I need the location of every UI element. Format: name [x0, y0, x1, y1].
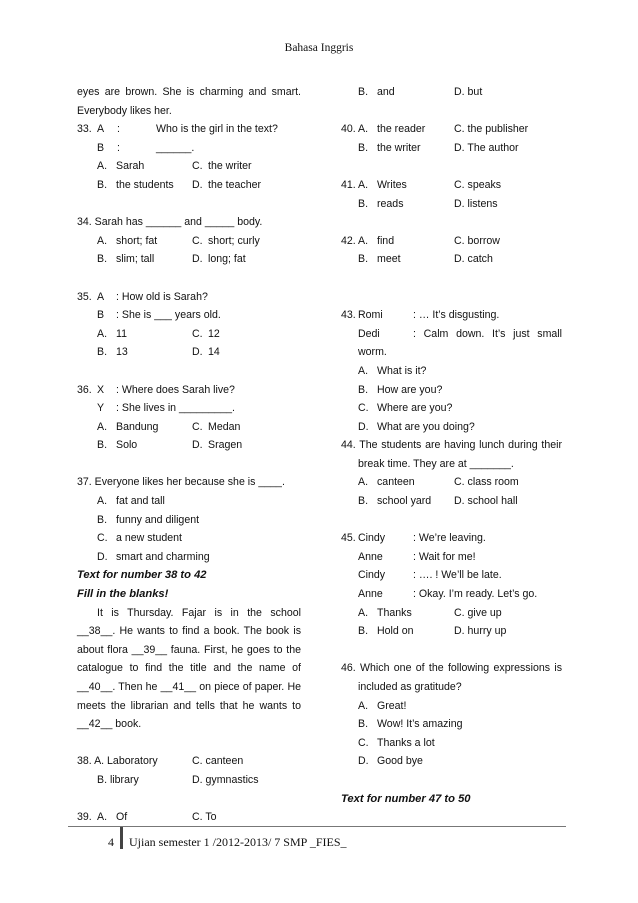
passage-line: __38__. He wants to find a book. The book is: [77, 625, 301, 638]
option-letter: B.: [97, 346, 108, 359]
option-letter: A.: [358, 606, 369, 619]
instruction-heading: Fill in the blanks!: [77, 588, 169, 601]
dialog-text: : We’re leaving.: [413, 532, 486, 545]
option-letter: B.: [358, 625, 369, 638]
option-text: the writer: [208, 160, 252, 173]
dialog-text: : …. ! We’ll be late.: [413, 569, 502, 582]
page-number: 4: [108, 835, 114, 849]
question-36: [77, 381, 301, 400]
question-number: 45.: [341, 532, 356, 545]
option-row: [77, 548, 301, 567]
option-row: [341, 195, 562, 214]
question-number: 43.: [341, 309, 356, 322]
option-letter: C.: [192, 327, 203, 340]
option-row: [341, 399, 562, 418]
option-text: B. library: [97, 773, 139, 786]
question-number: 40.: [341, 123, 356, 136]
option-row: [341, 492, 562, 511]
option-text: canteen: [377, 476, 415, 489]
option-row: [77, 250, 301, 269]
option-row: [341, 83, 562, 102]
option-text: a new student: [116, 532, 182, 545]
option-letter: A.: [97, 495, 108, 508]
option-letter: A.: [358, 178, 369, 191]
option-text: Wow! It’s amazing: [377, 718, 463, 731]
text-line: eyes are brown. She is charming and smart.: [77, 86, 301, 98]
option-letter: B.: [97, 178, 108, 191]
question-44: 44. The students are having lunch during their: [341, 439, 562, 452]
option-text: the reader: [377, 123, 426, 136]
option-letter: B.: [358, 253, 369, 266]
speaker-label: A: [97, 123, 105, 136]
option-text: D. listens: [454, 197, 498, 210]
option-letter: A.: [97, 327, 108, 340]
speaker-label: Dedi: [358, 327, 380, 340]
option-text: What are you doing?: [377, 420, 475, 433]
option-row: [77, 418, 301, 437]
option-letter: B.: [97, 439, 108, 452]
option-letter: C.: [97, 532, 108, 545]
option-row: [341, 473, 562, 492]
option-text: 14: [208, 346, 220, 359]
option-letter: D.: [192, 253, 203, 266]
question-34: 34. Sarah has ______ and _____ body.: [77, 216, 263, 229]
option-text: Where are you?: [377, 402, 453, 415]
question-stem: break time. They are at _______.: [358, 457, 514, 470]
option-letter: A.: [97, 160, 108, 173]
option-text: Hold on: [377, 625, 414, 638]
option-letter: C.: [192, 420, 203, 433]
question-38: [77, 752, 301, 771]
option-row: [77, 529, 301, 548]
option-letter: C.: [358, 736, 369, 749]
option-text: long; fat: [208, 253, 246, 266]
option-letter: B.: [97, 513, 108, 526]
option-text: Sragen: [208, 439, 243, 452]
dialog-line: [77, 139, 301, 158]
option-letter: B.: [358, 86, 369, 98]
option-letter: A.: [97, 420, 108, 433]
option-text: Great!: [377, 699, 407, 712]
speaker-label: Cindy: [358, 569, 386, 582]
option-text: the writer: [377, 141, 421, 154]
dialog-text: : Okay. I’m ready. Let’s go.: [413, 588, 538, 601]
dialog-text: worm.: [358, 346, 387, 359]
question-41: [341, 176, 562, 195]
dialog-line: [341, 343, 562, 362]
question-number: 33.: [77, 123, 92, 136]
question-33: [77, 120, 301, 139]
option-text: fat and tall: [116, 495, 165, 508]
option-text: Of: [116, 811, 128, 824]
option-text: D. The author: [454, 141, 519, 154]
option-text: D. but: [454, 86, 483, 98]
option-row: [341, 362, 562, 381]
option-text: meet: [377, 253, 401, 266]
question-stem: included as gratitude?: [358, 681, 462, 693]
option-letter: D.: [358, 755, 369, 768]
speaker-label: Romi: [358, 309, 383, 322]
option-letter: A.: [358, 699, 369, 712]
passage-line: __42__ book.: [77, 718, 142, 731]
dialog-text: : She lives in _________.: [116, 402, 235, 415]
option-text: C. canteen: [192, 755, 244, 768]
option-text: C. the publisher: [454, 123, 529, 136]
footer-divider: [120, 827, 123, 849]
option-letter: B.: [358, 495, 369, 508]
option-text: D. school hall: [454, 495, 518, 508]
option-text: find: [377, 234, 395, 247]
option-letter: A.: [97, 811, 108, 824]
question-number: 36.: [77, 383, 92, 396]
option-text: Sarah: [116, 160, 145, 173]
question-39: [77, 808, 301, 827]
right-column: [341, 83, 562, 808]
question-number: 39.: [77, 811, 92, 824]
option-text: Thanks a lot: [377, 736, 435, 749]
question-46: 46. Which one of the following expressions is: [341, 662, 562, 675]
option-text: How are you?: [377, 383, 443, 396]
option-letter: D.: [358, 420, 369, 433]
question-number: 41.: [341, 178, 356, 191]
speaker-label: X: [97, 383, 105, 396]
dialog-line: [341, 548, 562, 567]
text-line: Everybody likes her.: [77, 104, 172, 117]
option-letter: C.: [358, 402, 369, 415]
speaker-label: B: [97, 309, 105, 322]
dialog-text: ______.: [156, 141, 195, 154]
option-text: reads: [377, 197, 404, 210]
dialog-text: : Where does Sarah live?: [116, 383, 235, 396]
option-letter: B.: [358, 383, 369, 396]
speaker-label: A: [97, 290, 105, 303]
dialog-text: : Calm down. It’s just small: [413, 327, 562, 340]
option-text: Writes: [377, 178, 407, 191]
option-text: Bandung: [116, 420, 159, 433]
option-text: 11: [116, 327, 127, 340]
speaker-colon: :: [117, 141, 120, 154]
option-text: slim; tall: [116, 253, 155, 266]
option-text: 12: [208, 327, 220, 340]
footer-rule: [68, 826, 566, 827]
dialog-text: : Wait for me!: [413, 550, 476, 563]
option-text: short; curly: [208, 234, 260, 247]
dialog-line: [341, 325, 562, 344]
speaker-label: Cindy: [358, 532, 386, 545]
option-letter: C.: [192, 160, 203, 173]
option-row: [341, 139, 562, 158]
option-row: [341, 697, 562, 716]
option-letter: B.: [97, 253, 108, 266]
dialog-line: [77, 399, 301, 418]
dialog-line: [77, 306, 301, 325]
option-text: D. catch: [454, 253, 493, 266]
option-text: C. speaks: [454, 178, 502, 191]
option-text: and: [377, 86, 395, 98]
option-text: short; fat: [116, 234, 158, 247]
passage-line: It is Thursday. Fajar is in the school: [97, 606, 301, 619]
option-text: smart and charming: [116, 550, 210, 563]
option-letter: A.: [358, 123, 369, 136]
option-text: funny and diligent: [116, 513, 200, 526]
question-43: [341, 306, 562, 325]
option-row: [341, 418, 562, 437]
option-text: C. borrow: [454, 234, 500, 247]
option-row: [77, 325, 301, 344]
option-text: What is it?: [377, 364, 427, 377]
passage-line: about flora __39__ fauna. First, he goes to the: [77, 643, 301, 656]
dialog-text: : … It’s disgusting.: [413, 309, 500, 322]
option-row: [77, 492, 301, 511]
dialog-text: : She is ___ years old.: [116, 309, 221, 322]
passage-line: __40__. Then he __41__ on piece of paper. He: [77, 681, 301, 693]
section-heading: Text for number 47 to 50: [341, 792, 471, 805]
option-row: [341, 622, 562, 641]
option-row: [341, 734, 562, 753]
speaker-label: Anne: [358, 550, 383, 563]
option-letter: B.: [358, 718, 369, 731]
option-text: Medan: [208, 420, 241, 433]
page-header: Bahasa Inggris: [284, 42, 354, 54]
speaker-colon: :: [117, 123, 120, 136]
option-text: school yard: [377, 495, 432, 508]
question-35: [77, 288, 301, 307]
dialog-text: Who is the girl in the text?: [156, 123, 278, 136]
option-text: 13: [116, 346, 128, 359]
question-40: [341, 120, 562, 139]
option-row: [77, 511, 301, 530]
option-row: [77, 771, 301, 790]
option-row: [341, 752, 562, 771]
option-letter: B.: [358, 141, 369, 154]
dialog-line: [341, 566, 562, 585]
passage-line: catalogue to find the title and the name of: [77, 662, 301, 675]
option-text: the students: [116, 178, 174, 191]
option-letter: C.: [192, 234, 203, 247]
question-37: 37. Everyone likes her because she is ____.: [77, 476, 285, 489]
option-row: [77, 232, 301, 251]
option-text: C. give up: [454, 606, 502, 619]
option-letter: A.: [358, 234, 369, 247]
option-letter: D.: [192, 346, 203, 359]
dialog-text: : How old is Sarah?: [116, 290, 208, 303]
option-row: [77, 176, 301, 195]
option-text: C. To: [192, 811, 217, 824]
section-heading: Text for number 38 to 42: [77, 569, 207, 582]
option-row: [77, 343, 301, 362]
option-text: C. class room: [454, 476, 519, 489]
option-letter: A.: [358, 476, 369, 489]
option-letter: D.: [192, 439, 203, 452]
option-text: Solo: [116, 439, 138, 452]
option-letter: D.: [192, 178, 203, 191]
option-row: [77, 436, 301, 455]
option-text: Good bye: [377, 755, 423, 768]
speaker-label: Y: [97, 402, 105, 415]
speaker-label: B: [97, 141, 105, 154]
option-row: [77, 157, 301, 176]
option-text: 38. A. Laboratory: [77, 755, 158, 768]
option-letter: D.: [97, 550, 108, 563]
question-number: 42.: [341, 234, 356, 247]
option-letter: A.: [358, 364, 369, 377]
option-letter: B.: [358, 197, 369, 210]
passage-line: meets the librarian and tells that he wants to: [77, 699, 301, 712]
option-text: Thanks: [377, 606, 412, 619]
option-text: D. gymnastics: [192, 773, 259, 786]
option-letter: A.: [97, 234, 108, 247]
option-row: [341, 604, 562, 623]
footer-text: Ujian semester 1 /2012-2013/ 7 SMP _FIES_: [129, 835, 347, 849]
speaker-label: Anne: [358, 588, 383, 601]
option-row: [341, 250, 562, 269]
question-45: [341, 529, 562, 548]
question-number: 35.: [77, 290, 92, 303]
option-row: [341, 715, 562, 734]
option-text: the teacher: [208, 178, 262, 191]
option-row: [341, 381, 562, 400]
option-text: D. hurry up: [454, 625, 507, 638]
dialog-line: [341, 585, 562, 604]
question-42: [341, 232, 562, 251]
left-column: [77, 83, 301, 827]
